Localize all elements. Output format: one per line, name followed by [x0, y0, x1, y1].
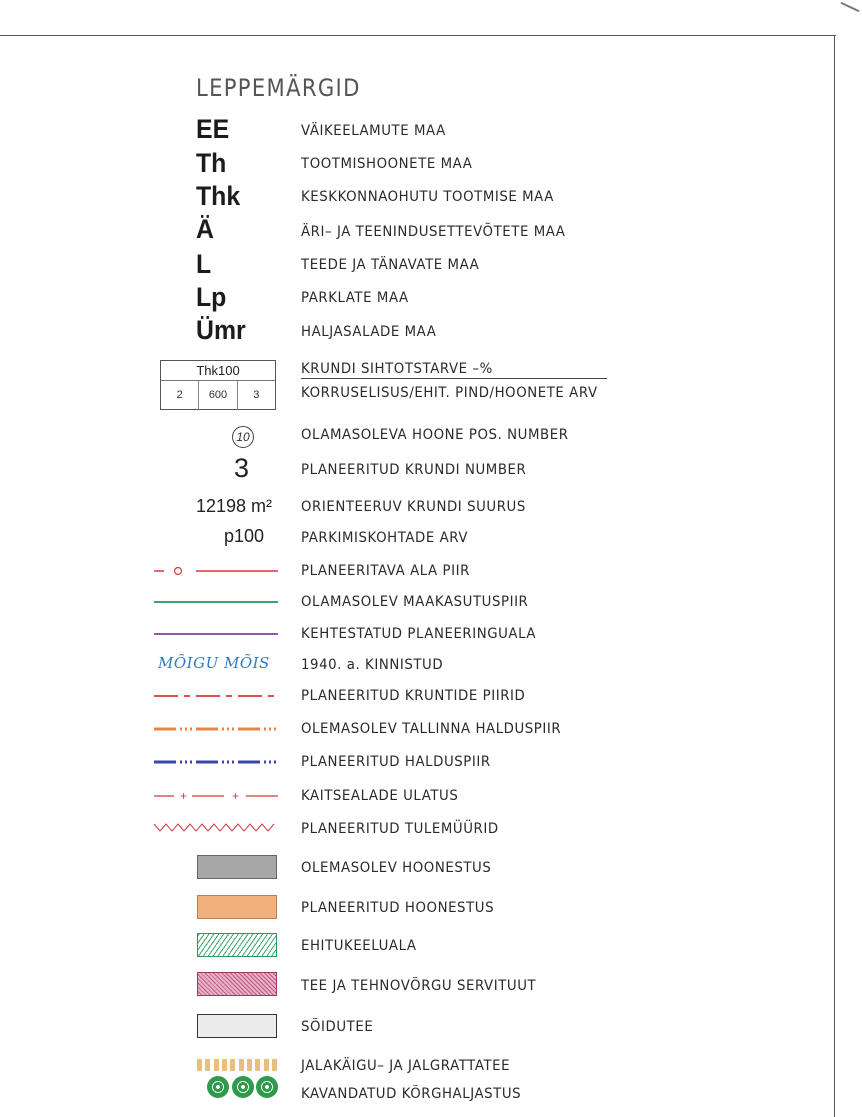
existing-buildings-swatch [197, 855, 277, 879]
carriageway-swatch [197, 1014, 277, 1038]
building-restriction-swatch [197, 933, 277, 957]
plot-area-marker: 12198 m² [196, 496, 273, 516]
line-label: PLANEERITUD KRUNTIDE PIIRID [301, 688, 526, 704]
zoning-label: TOOTMISHOONETE MAA [301, 156, 473, 172]
area-label: SÕIDUTEE [301, 1019, 374, 1035]
planned-buildings-swatch [197, 895, 277, 919]
planned-plot-borders-symbol [150, 689, 280, 703]
approved-planning-area-symbol [150, 627, 280, 641]
zoning-label: HALJASALADE MAA [301, 324, 437, 340]
zoning-label: TEEDE JA TÄNAVATE MAA [301, 257, 480, 273]
footpath-symbol [197, 1059, 277, 1071]
zoning-label: PARKLATE MAA [301, 290, 409, 306]
plot-area-label: ORIENTEERUV KRUNDI SUURUS [301, 499, 526, 515]
legend-heading: LEPPEMÄRGID [196, 74, 361, 102]
planned-admin-border-symbol [150, 755, 280, 769]
line-label: PLANEERITAVA ALA PIIR [301, 563, 470, 579]
planning-area-border-symbol [150, 564, 280, 578]
tree-icon [232, 1076, 254, 1098]
zoning-label: KESKKONNAOHUTU TOOTMISE MAA [301, 189, 554, 205]
fire-walls-symbol [150, 821, 280, 835]
zoning-code: Lp [196, 282, 227, 312]
area-label: EHITUKEELUALA [301, 938, 417, 954]
corner-mark [841, 2, 860, 12]
landuse-border-symbol [150, 595, 280, 609]
road-servitude-swatch [197, 972, 277, 996]
zoning-code: EE [196, 114, 230, 144]
parking-marker: p100 [224, 526, 265, 546]
building-number-marker: 10 [232, 426, 254, 448]
line-label: OLAMASOLEV MAAKASUTUSPIIR [301, 594, 529, 610]
protection-zone-symbol [150, 789, 280, 803]
zoning-code: Ä [196, 214, 214, 244]
tree-icon [256, 1076, 278, 1098]
line-label: PLANEERITUD HALDUSPIIR [301, 754, 491, 770]
zoning-label: VÄIKEELAMUTE MAA [301, 123, 446, 139]
line-label: PLANEERITUD TULEMÜÜRID [301, 821, 499, 837]
plot-box-separator [301, 378, 607, 379]
svg-text:+: + [180, 789, 188, 803]
plot-floors: 2 [161, 381, 199, 410]
area-label: JALAKÄIGU– JA JALGRATTATEE [301, 1058, 511, 1074]
plot-building-count: 3 [253, 389, 260, 401]
area-label: PLANEERITUD HOONESTUS [301, 900, 495, 916]
plot-number-label: PLANEERITUD KRUNDI NUMBER [301, 462, 527, 478]
zoning-label: ÄRI– JA TEENINDUSETTEVÕTETE MAA [301, 224, 566, 240]
line-label: KEHTESTATUD PLANEERINGUALA [301, 626, 537, 642]
plot-number-marker: 3 [234, 453, 250, 483]
area-label: OLEMASOLEV HOONESTUS [301, 860, 492, 876]
area-label: KAVANDATUD KÕRGHALJASTUS [301, 1086, 522, 1102]
estate-label: 1940. a. KINNISTUD [301, 657, 444, 673]
zoning-code: Thk [196, 181, 241, 211]
frame-right-border [834, 35, 835, 1117]
line-label: KAITSEALADE ULATUS [301, 788, 459, 804]
area-label: TEE JA TEHNOVÕRGU SERVITUUT [301, 978, 537, 994]
building-number-label: OLAMASOLEVA HOONE POS. NUMBER [301, 427, 569, 443]
line-label: OLEMASOLEV TALLINNA HALDUSPIIR [301, 721, 562, 737]
plot-purpose: Thk100 [161, 361, 275, 381]
estate-name: MÕIGU MÕIS [158, 654, 270, 672]
plot-built-area: 600 [199, 381, 237, 410]
plot-params-label: KORRUSELISUS/EHIT. PIND/HOONETE ARV [301, 385, 598, 401]
svg-text:+: + [232, 789, 240, 803]
plot-info-box [160, 360, 276, 410]
zoning-code: Th [196, 148, 227, 178]
parking-label: PARKIMISKOHTADE ARV [301, 530, 469, 546]
zoning-code: Ümr [196, 315, 246, 345]
frame-top-border [0, 35, 836, 36]
tallinn-admin-border-symbol [150, 722, 280, 736]
plot-purpose-label: KRUNDI SIHTOTSTARVE –% [301, 361, 493, 377]
tree-icon [207, 1076, 229, 1098]
zoning-code: L [196, 249, 212, 279]
